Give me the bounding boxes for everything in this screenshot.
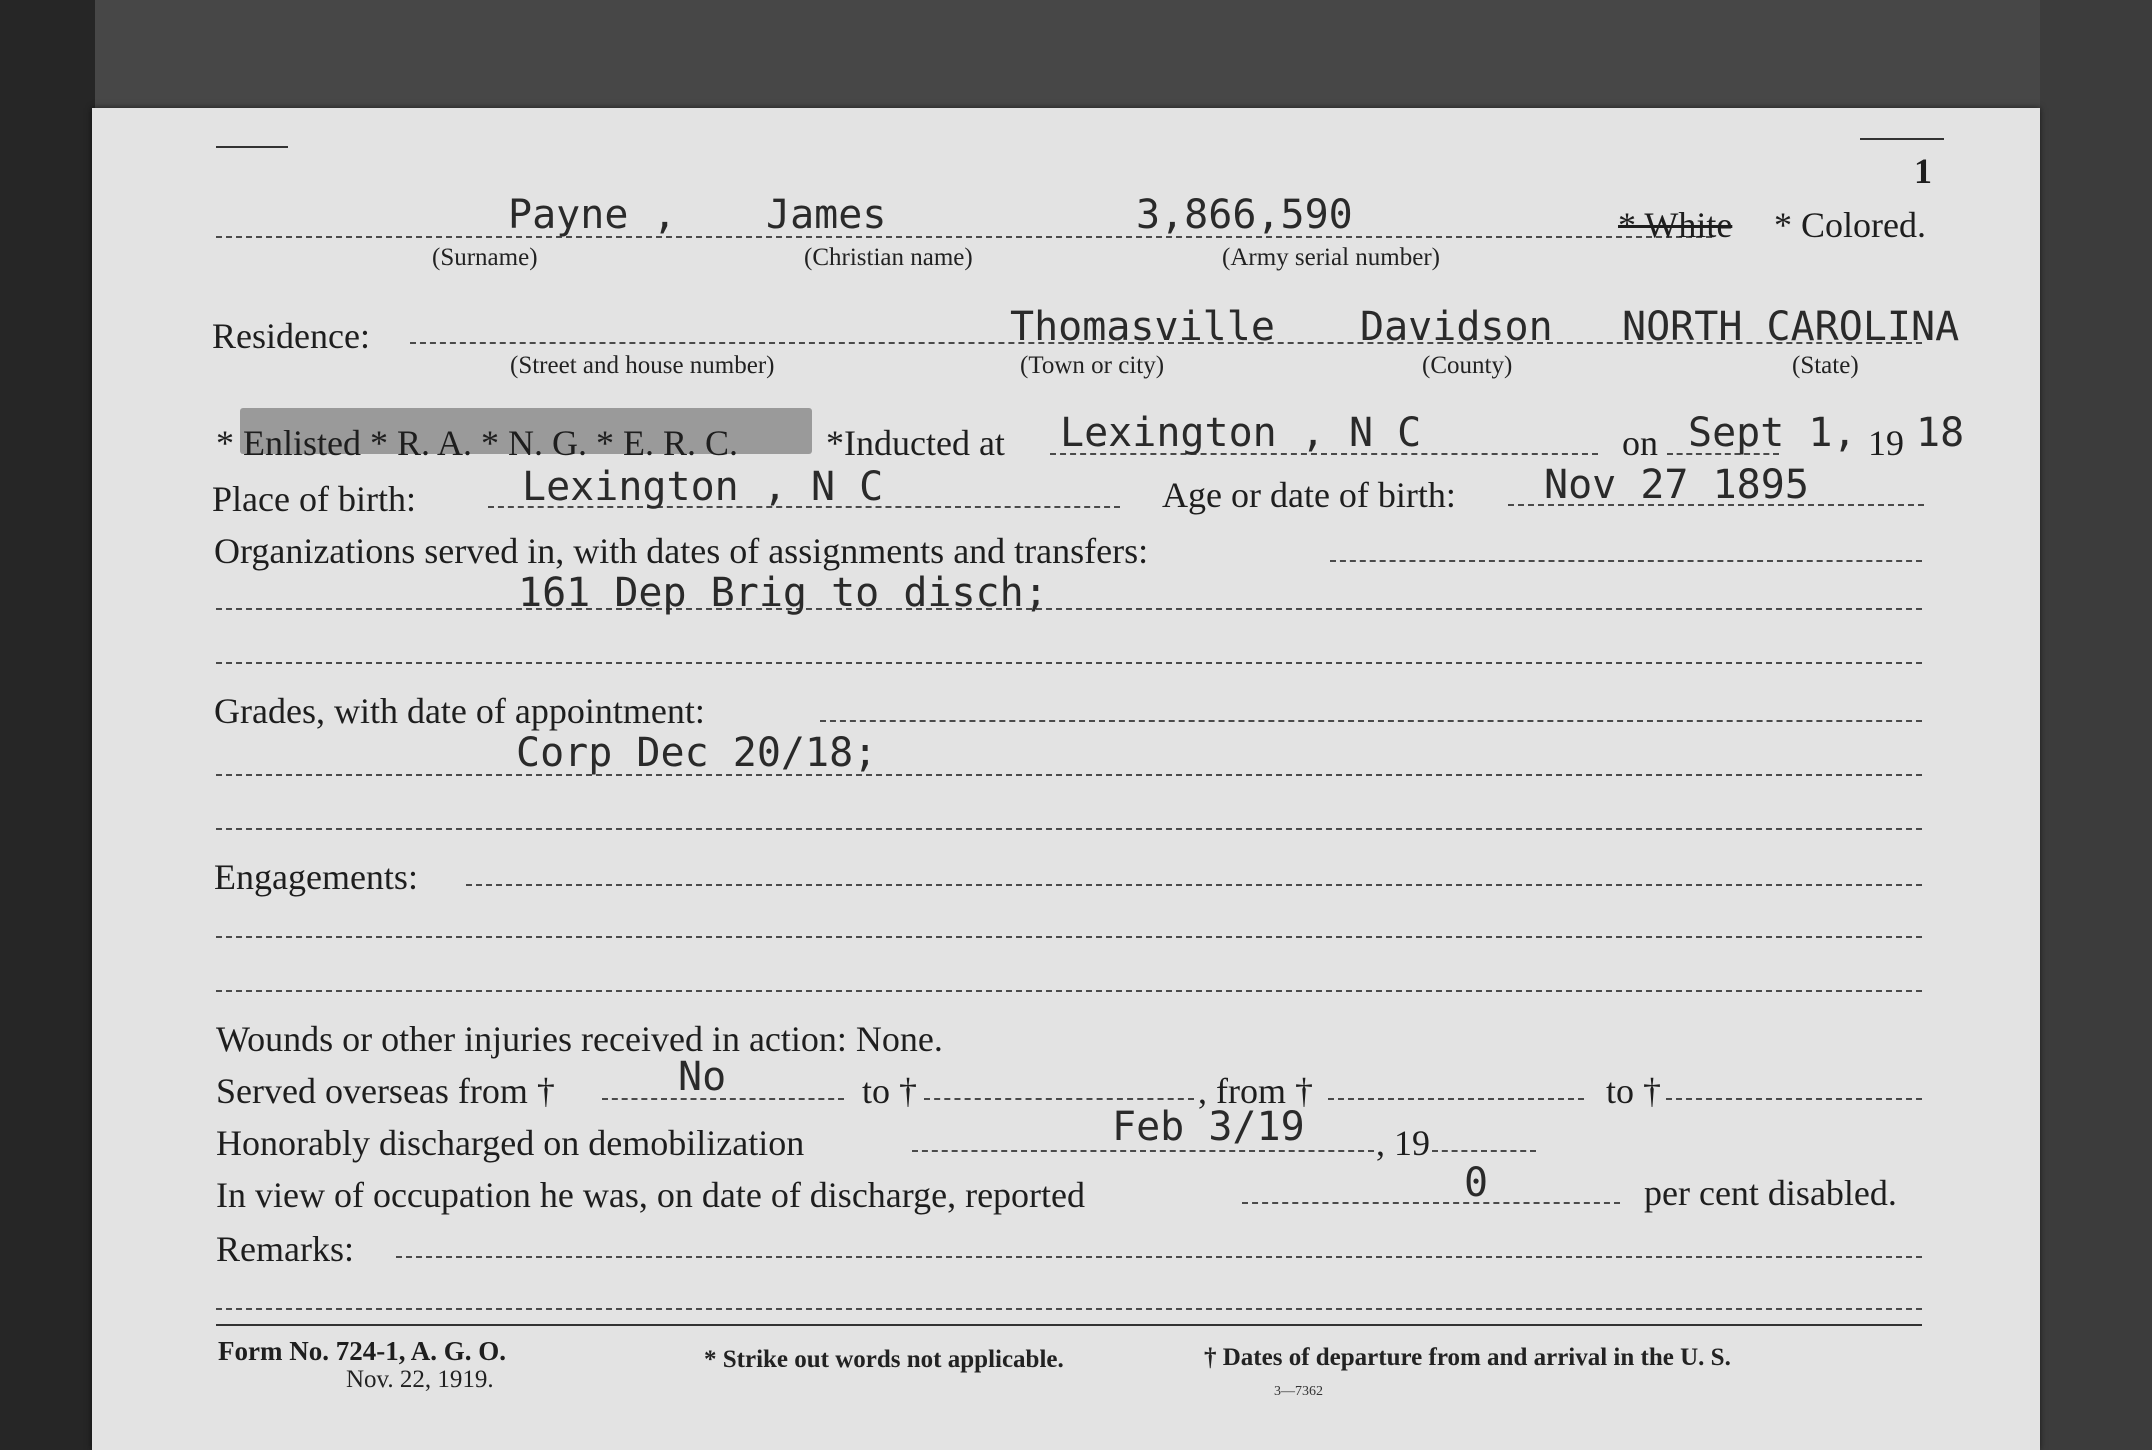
card-number: 1 (1914, 151, 1932, 191)
place-of-birth-value: Lexington , N C (522, 464, 884, 510)
organizations-entry: 161 Dep Brig to disch; (518, 570, 1048, 616)
serial-number-caption: (Army serial number) (1222, 244, 1440, 271)
year-suffix: 18 (1916, 410, 1965, 456)
overseas-to2-label: to † (1606, 1071, 1662, 1111)
organizations-line-3 (216, 662, 1922, 664)
service-options: * Enlisted * R. A. * N. G. * E. R. C. (216, 423, 739, 463)
street-caption: (Street and house number) (510, 352, 775, 379)
remarks-label: Remarks: (216, 1229, 354, 1269)
inducted-label: *Inducted at (826, 423, 1005, 463)
organizations-line-1 (1330, 560, 1922, 562)
form-date: Nov. 22, 1919. (346, 1366, 494, 1393)
scan-background (95, 0, 2152, 110)
grades-line-1 (820, 720, 1922, 722)
overseas-label: Served overseas from † (216, 1071, 555, 1111)
grades-entry: Corp Dec 20/18; (516, 730, 878, 776)
remarks-line-2 (216, 1308, 1922, 1310)
engagements-line-3 (216, 990, 1922, 992)
engagements-line-2 (216, 936, 1922, 938)
organizations-line-2 (216, 608, 1922, 610)
strike-note: * Strike out words not applicable. (704, 1346, 1064, 1373)
remarks-line-1 (396, 1256, 1922, 1258)
overseas-to-line (924, 1098, 1194, 1100)
grades-line-3 (216, 828, 1922, 830)
inducted-date: Sept 1, (1688, 410, 1857, 456)
scan-background-left (0, 0, 95, 1450)
residence-county: Davidson (1360, 304, 1553, 350)
age-label: Age or date of birth: (1162, 475, 1456, 515)
engagements-label: Engagements: (214, 857, 418, 897)
name-line (216, 236, 1712, 238)
engagements-line-1 (466, 884, 1922, 886)
overseas-to2-line (1666, 1098, 1922, 1100)
overseas-to-label: to † (862, 1071, 918, 1111)
place-of-birth-label: Place of birth: (212, 479, 416, 519)
disability-line (1242, 1202, 1620, 1204)
residence-state: NORTH CAROLINA (1622, 304, 1960, 350)
service-record-card (92, 108, 2040, 1450)
christian-name-caption: (Christian name) (804, 244, 973, 271)
year-prefix: 19 (1868, 423, 1904, 463)
wounds-text: Wounds or other injuries received in action: None. (216, 1019, 943, 1059)
grades-label: Grades, with date of appointment: (214, 691, 705, 731)
overseas-from2-line (1328, 1098, 1584, 1100)
top-right-rule (1860, 138, 1944, 140)
race-colored: * Colored. (1774, 205, 1926, 245)
residence-label: Residence: (212, 316, 370, 356)
date-of-birth-value: Nov 27 1895 (1544, 462, 1809, 508)
discharge-year-line (1432, 1150, 1536, 1152)
organizations-label: Organizations served in, with dates of assignments and transfers: (214, 531, 1149, 571)
discharge-year-label: , 19 (1376, 1123, 1430, 1163)
discharge-date: Feb 3/19 (1112, 1104, 1305, 1150)
grades-line-2 (216, 774, 1922, 776)
disability-suffix: per cent disabled. (1644, 1173, 1897, 1213)
on-label: on (1622, 423, 1658, 463)
town-caption: (Town or city) (1020, 352, 1165, 379)
top-left-rule (216, 146, 288, 148)
surname-caption: (Surname) (432, 244, 538, 271)
print-code: 3—7362 (1274, 1384, 1323, 1399)
residence-town: Thomasville (1010, 304, 1275, 350)
disability-value: 0 (1464, 1160, 1489, 1206)
footer-rule (216, 1324, 1922, 1326)
discharge-label: Honorably discharged on demobilization (216, 1123, 805, 1163)
overseas-from-value: No (678, 1054, 727, 1100)
state-caption: (State) (1792, 352, 1859, 379)
race-white: * White (1618, 205, 1733, 245)
inducted-place: Lexington , N C (1060, 410, 1422, 456)
dates-note: † Dates of departure from and arrival in the U. S. (1204, 1344, 1731, 1371)
christian-name-value: James (766, 192, 887, 238)
overseas-from2-label: , from † (1198, 1071, 1313, 1111)
disability-label: In view of occupation he was, on date of discharge, reported (216, 1175, 1086, 1215)
form-number: Form No. 724-1, A. G. O. (218, 1336, 506, 1366)
county-caption: (County) (1422, 352, 1513, 379)
scan-background-right (2040, 0, 2152, 1450)
surname-value: Payne , (508, 192, 677, 238)
discharge-line (912, 1150, 1374, 1152)
serial-number-value: 3,866,590 (1136, 192, 1353, 238)
